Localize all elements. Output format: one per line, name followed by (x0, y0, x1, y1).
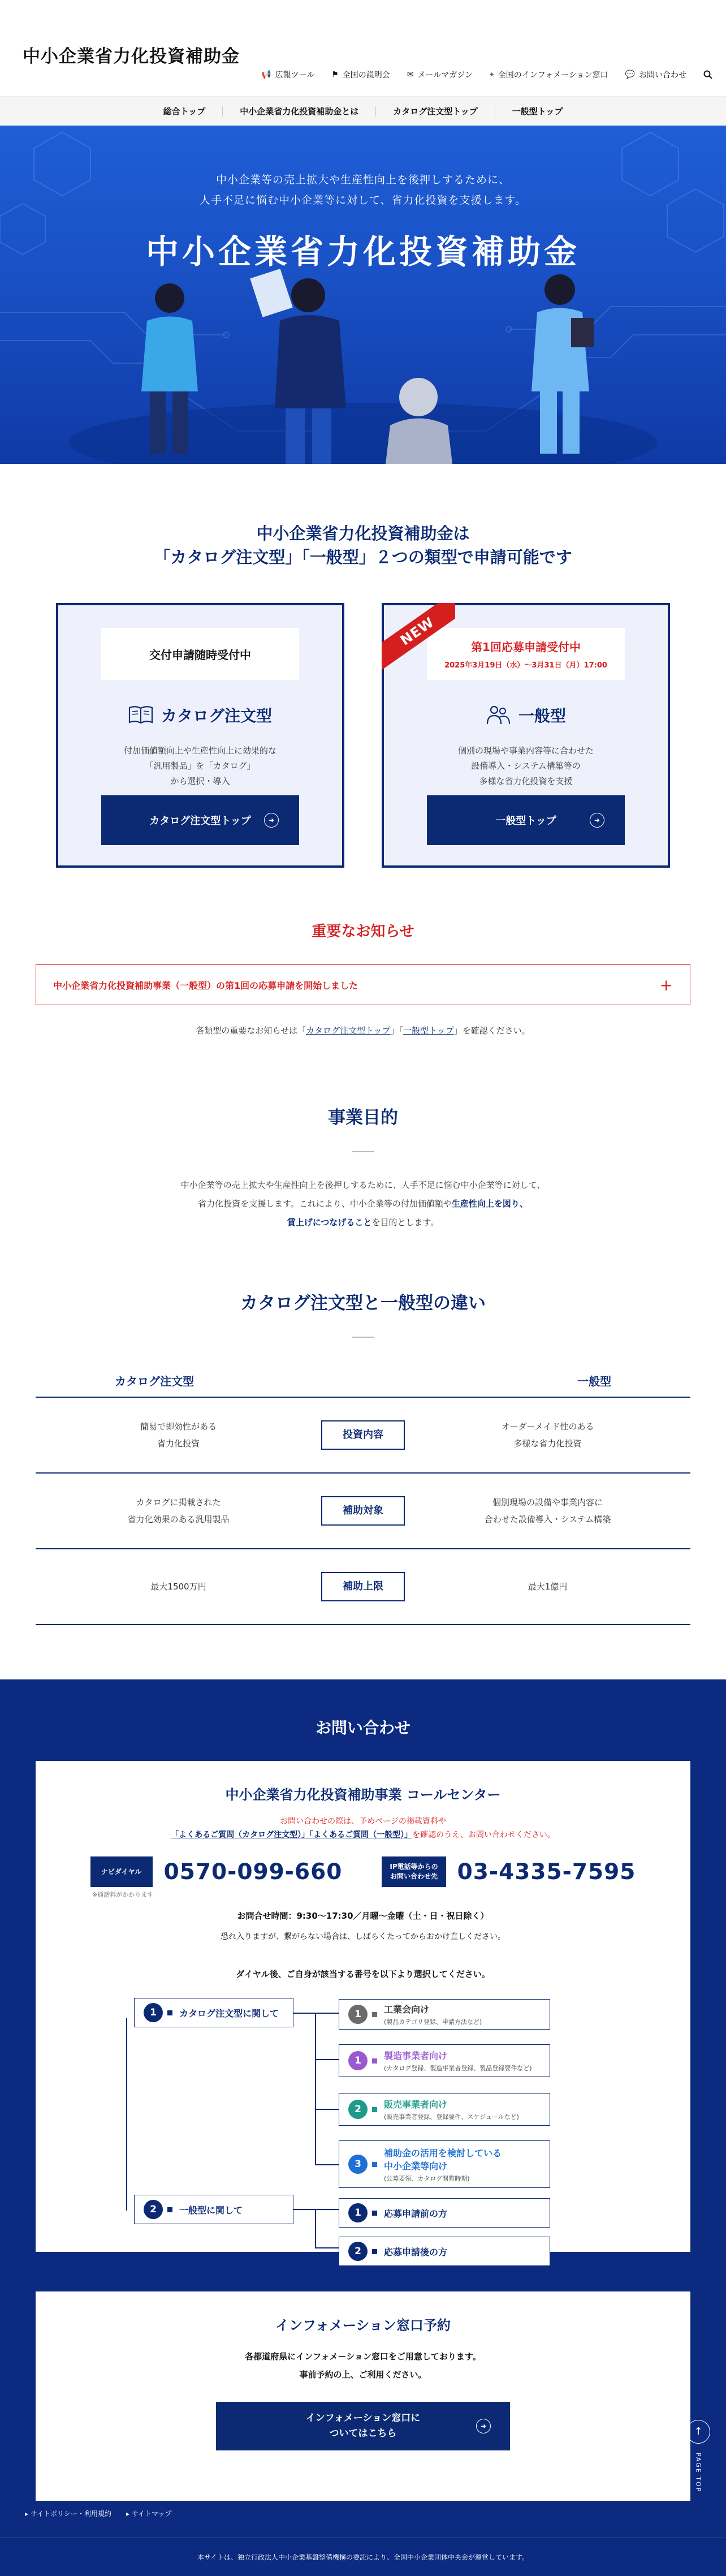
ivr-sub-seller (339, 2093, 550, 2126)
tel-label: ナビダイヤル (90, 1856, 153, 1887)
news-accordion[interactable] (36, 964, 690, 1005)
new-badge: NEW (382, 603, 455, 671)
ip-phone-number[interactable]: 03-4335-7595 (457, 1859, 636, 1885)
faq-general-link[interactable]: 「よくあるご質問（一般型）」 (309, 1830, 413, 1840)
general-desc (384, 743, 668, 789)
general-card-title (384, 704, 668, 726)
square-marker (372, 2211, 377, 2216)
option-number: 1 (348, 2051, 368, 2070)
connector (126, 2018, 127, 2211)
row-label: 投資内容 (321, 1420, 405, 1450)
general-title-text: 一般型 (518, 707, 566, 725)
cell-line: カタログに掲載された (136, 1497, 221, 1507)
utility-nav (261, 69, 712, 80)
row-label: 補助上限 (321, 1572, 405, 1601)
comparison-header (36, 1364, 690, 1398)
contact-heading: お問い合わせ (315, 1718, 410, 1737)
general-card (382, 603, 670, 868)
catalog-status-box (101, 628, 299, 680)
option-note: (カタログ登録、製造事業者登録、製品登録要件など) (384, 2065, 532, 2072)
cell-line: 省力化投資 (157, 1438, 200, 1449)
cell-right (405, 1494, 690, 1528)
global-nav (0, 96, 726, 126)
option-label: 製造事業者向け (384, 2051, 448, 2061)
cell-line: 省力化効果のある汎用製品 (127, 1514, 230, 1524)
nav-about[interactable]: 中小企業省力化投資補助金とは (223, 106, 376, 117)
cell-left (36, 1494, 321, 1528)
desc-line: 多様な省力化投資を支援 (479, 776, 573, 786)
faq-catalog-link[interactable]: 「よくあるご質問（カタログ注文型）」 (171, 1830, 310, 1840)
option-label: カタログ注文型に関して (179, 2008, 279, 2019)
purpose-section (0, 1103, 726, 1232)
option-label: 補助金の活用を検討している (384, 2147, 502, 2159)
cell-line: 合わせた設備導入・システム構築 (484, 1514, 611, 1524)
util-label: 広報ツール (275, 71, 315, 80)
cell-left (36, 1418, 321, 1452)
button-line: ついてはこちら (329, 2428, 397, 2439)
connector (315, 2059, 339, 2060)
site-title[interactable]: 中小企業省力化投資補助金 (23, 46, 240, 67)
intro-line: 「カタログ注文型」「一般型」２つの類型で申請可能です (154, 548, 572, 567)
connector (315, 2013, 316, 2165)
option-number: 1 (348, 2005, 368, 2024)
util-pr-tools[interactable] (261, 69, 314, 80)
mail-icon: ✉ (407, 70, 414, 79)
square-marker (167, 2207, 172, 2212)
chevron-right-icon: ▸ (25, 2510, 31, 2518)
general-status: 第1回応募申請受付中 (471, 640, 581, 654)
note-text: を確認のうえ、お問い合わせください。 (412, 1830, 555, 1840)
arrow-right-icon: ➜ (476, 2419, 491, 2433)
chevron-right-icon: ▸ (126, 2510, 132, 2518)
square-marker (372, 2162, 377, 2167)
catalog-card-title (58, 704, 342, 726)
general-top-button[interactable] (427, 795, 625, 845)
connector (292, 2013, 316, 2014)
tel-label (382, 1856, 446, 1887)
connector (315, 2247, 339, 2248)
option-note: (公募要領、カタログ閲覧時期) (384, 2174, 470, 2182)
util-label: お問い合わせ (639, 71, 686, 80)
option-label: 一般型に関して (179, 2204, 243, 2216)
option-number: 3 (348, 2155, 368, 2174)
type-cards (0, 603, 726, 868)
people-icon (486, 705, 511, 725)
tel-label-line: IP電話等からの (390, 1863, 438, 1871)
general-top-link[interactable]: 一般型トップ (403, 1026, 454, 1036)
note-text: 」を確認ください。 (453, 1026, 530, 1036)
util-mail-magazine[interactable] (407, 69, 473, 80)
cell-line: 簡易で即効性がある (140, 1421, 217, 1432)
purpose-heading: 事業目的 (328, 1108, 398, 1128)
button-label: 一般型トップ (495, 815, 556, 827)
phone-numbers (36, 1856, 690, 1887)
note-text: 各類型の重要なお知らせは「 (196, 1026, 306, 1036)
general-status-box (427, 628, 625, 680)
option-text (384, 2097, 519, 2121)
info-line: 事前予約の上、ご利用ください。 (299, 2370, 427, 2380)
util-label: メールマガジン (417, 71, 473, 80)
option-text (384, 2002, 482, 2026)
tel-note: ※通話料がかかります (92, 1891, 154, 1898)
connector (292, 2209, 339, 2210)
square-marker (372, 2249, 377, 2254)
divider (352, 1151, 374, 1152)
search-icon (703, 70, 712, 79)
call-center-box (36, 1761, 690, 2258)
ivr-sub-manufacturer (339, 2044, 550, 2077)
cell-line: 最大1500万円 (150, 1582, 206, 1592)
square-marker (167, 2010, 172, 2015)
desc-line: 設備導入・システム構築等の (471, 761, 581, 771)
note-line (36, 1828, 690, 1842)
ivr-general-option (134, 2195, 293, 2224)
purpose-line (0, 1195, 726, 1213)
purpose-text (0, 1176, 726, 1232)
catalog-status: 交付申請随時受付中 (149, 648, 251, 662)
catalog-card (56, 603, 344, 868)
book-icon (128, 705, 153, 725)
ivr-sub-industry (339, 1999, 550, 2030)
info-line: 各都道府県にインフォメーション窓口をご用意しております。 (245, 2351, 481, 2362)
option-note: (製品カテゴリ登録、申請方法など) (384, 2018, 482, 2026)
note-text: 」「 (390, 1026, 404, 1036)
info-heading: インフォメーション窓口予約 (275, 2317, 451, 2333)
copyright: 本サイトは、独立行政法人中小企業基盤整備機構の委託により、全国中小企業団体中央会が運営しています。 (0, 2538, 726, 2576)
new-ribbon (382, 603, 455, 677)
catalog-top-button[interactable] (101, 795, 299, 845)
desc-line: 「汎用製品」を「カタログ」 (145, 761, 256, 771)
table-row (36, 1474, 690, 1549)
news-note (0, 1024, 726, 1036)
ip-phone (382, 1856, 636, 1887)
call-center-title: 中小企業省力化投資補助事業 コールセンター (225, 1787, 501, 1803)
cell-line: オーダーメイド性のある (501, 1421, 594, 1432)
arrow-right-icon: ➜ (590, 813, 604, 828)
site-header (0, 0, 726, 96)
option-note: (販売事業者登録、登録要件、スケジュールなど) (384, 2113, 519, 2121)
ivr-diagram (36, 1991, 690, 2257)
row-label: 補助対象 (321, 1496, 405, 1526)
option-label: 工業会向け (384, 2004, 430, 2015)
button-label (306, 2411, 420, 2441)
link-label: サイトマップ (131, 2510, 172, 2518)
ivr-general-after (339, 2237, 550, 2266)
cell-line: 個別現場の設備や事業内容に (492, 1497, 603, 1507)
connector (315, 2013, 339, 2014)
option-number: 2 (348, 2100, 368, 2119)
option-text (384, 2049, 532, 2073)
chat-icon: 💬 (625, 70, 635, 79)
nav-top[interactable]: 総合トップ (146, 106, 223, 117)
arrow-right-icon: ➜ (264, 813, 279, 828)
option-number: 2 (144, 2200, 163, 2219)
nav-catalog[interactable]: カタログ注文型トップ (376, 106, 495, 117)
catalog-desc (58, 743, 342, 789)
cell-left (36, 1578, 321, 1595)
nav-general[interactable]: 一般型トップ (512, 106, 563, 117)
button-label: カタログ注文型トップ (149, 815, 251, 827)
table-row (36, 1549, 690, 1625)
option-label: 応募申請前の方 (384, 2208, 448, 2219)
hero-people-illustration (0, 126, 726, 464)
option-label: 中小企業等向け (384, 2160, 448, 2172)
purpose-span: を目的とします。 (371, 1217, 439, 1227)
purpose-line: 中小企業等の売上拡大や生産性向上を後押しするために、人手不足に悩む中小企業等に対して、 (180, 1180, 546, 1190)
option-number: 1 (144, 2003, 163, 2022)
contact-hours: お問合せ時間：9:30～17:30／月曜～金曜（土・日・祝日除く） (237, 1911, 489, 1921)
contact-hours-note: 恐れ入りますが、繋がらない場合は、しばらくたってからおかけ直しください。 (221, 1932, 505, 1941)
button-line: インフォメーション窓口に (305, 2413, 421, 2424)
util-label: 全国のインフォメーション窓口 (498, 71, 608, 80)
diff-heading: カタログ注文型と一般型の違い (240, 1293, 486, 1313)
option-number: 1 (348, 2203, 368, 2222)
purpose-emphasis: 賃上げにつなげること (287, 1217, 372, 1227)
general-period: 2025年3月19日（水）～3月31日（月）17:00 (444, 661, 607, 670)
divider (352, 1337, 374, 1338)
option-text (384, 2146, 502, 2183)
dial-instruction: ダイヤル後、ご自身が該当する番号を以下より選択してください。 (236, 1969, 490, 1979)
catalog-top-link[interactable]: カタログ注文型トップ (305, 1026, 391, 1036)
info-desc (36, 2347, 690, 2384)
connector (315, 2209, 316, 2248)
navi-dial (90, 1856, 343, 1887)
contact-section (0, 1679, 726, 2576)
catalog-title-text: カタログ注文型 (161, 707, 272, 725)
flag-icon: ⚑ (331, 70, 339, 79)
news-item-text: 中小企業省力化投資補助事業（一般型）の第1回の応募申請を開始しました (53, 980, 358, 991)
page-top-label: PAGE TOP (694, 2452, 702, 2492)
util-info-window[interactable] (490, 69, 608, 80)
page-top-button[interactable] (686, 2420, 710, 2492)
intro-heading (0, 522, 726, 569)
info-window-box (36, 2291, 690, 2501)
square-marker (372, 2107, 377, 2112)
option-number: 2 (348, 2242, 368, 2261)
option-label: 販売事業者向け (384, 2099, 448, 2110)
intro-section (0, 464, 726, 868)
difference-section (0, 1289, 726, 1625)
desc-line: から選択・導入 (170, 776, 230, 786)
cell-right (405, 1578, 690, 1595)
pin-icon: ⌖ (489, 70, 494, 79)
tel-label-line: お問い合わせ先 (390, 1872, 438, 1880)
info-window-button[interactable] (216, 2402, 510, 2450)
hero-banner (0, 126, 726, 464)
ivr-catalog-option (134, 1998, 293, 2027)
purpose-span: 省力化投資を支援します。これにより、中小企業等の付加価値額や (198, 1199, 452, 1209)
search-button[interactable] (703, 70, 712, 79)
util-label: 全国の説明会 (342, 71, 390, 80)
col-general: 一般型 (577, 1374, 611, 1388)
comparison-table (36, 1364, 690, 1625)
ivr-general-before (339, 2198, 550, 2228)
note-line: お問い合わせの際は、予めページの掲載資料や (280, 1817, 446, 1826)
arrow-up-icon: ↑ (686, 2420, 710, 2444)
important-news (0, 920, 726, 1036)
news-heading: 重要なお知らせ (312, 923, 414, 940)
hero-title: 中小企業省力化投資補助金 (145, 232, 580, 271)
megaphone-icon: 📢 (261, 70, 271, 79)
plus-icon: + (659, 975, 673, 994)
intro-line: 中小企業省力化投資補助金は (256, 524, 470, 543)
contact-note (36, 1815, 690, 1842)
cell-right (405, 1418, 690, 1452)
cell-line: 最大1億円 (528, 1582, 568, 1592)
desc-line: 付加価値額向上や生産性向上に効果的な (123, 746, 276, 756)
square-marker (372, 2058, 377, 2064)
ivr-sub-sme (339, 2140, 550, 2188)
square-marker (372, 2012, 377, 2017)
util-contact[interactable] (625, 69, 686, 80)
col-catalog: カタログ注文型 (115, 1374, 194, 1388)
purpose-emphasis: 生産性向上を図り、 (451, 1199, 528, 1209)
hero-sub-line: 中小企業等の売上拡大や生産性向上を後押しするために、 (215, 174, 510, 186)
desc-line: 個別の現場や事業内容等に合わせた (457, 746, 594, 756)
link-label: サイトポリシー・利用規約 (30, 2510, 112, 2518)
navi-dial-number[interactable]: 0570-099-660 (163, 1859, 343, 1885)
table-row (36, 1398, 690, 1474)
util-seminars[interactable] (331, 69, 390, 80)
connector (315, 2109, 339, 2110)
cell-line: 多様な省力化投資 (513, 1438, 582, 1449)
hero-sub-line: 人手不足に悩む中小企業等に対して、省力化投資を支援します。 (199, 194, 527, 206)
purpose-line (0, 1213, 726, 1232)
option-label: 応募申請後の方 (384, 2246, 448, 2258)
connector (315, 2164, 339, 2165)
